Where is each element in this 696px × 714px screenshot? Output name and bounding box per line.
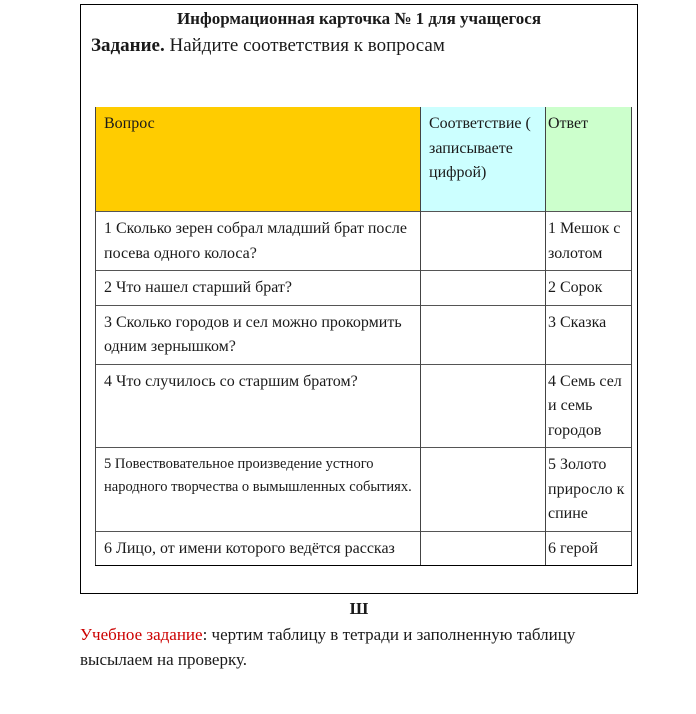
header-question: Вопрос: [96, 107, 421, 212]
correspondence-cell[interactable]: [421, 364, 546, 448]
answer-cell: 2 Сорок: [546, 271, 632, 306]
question-cell: 3 Сколько городов и сел можно прокормить одним зернышком?: [96, 305, 421, 364]
table-row: [96, 448, 632, 532]
answer-cell: 6 герой: [546, 531, 632, 566]
correspondence-cell[interactable]: [421, 305, 546, 364]
correspondence-cell[interactable]: [421, 448, 546, 532]
homework-label: Учебное задание: [80, 625, 203, 644]
question-cell: 1 Сколько зерен собрал младший брат после посева одного колоса?: [96, 212, 421, 271]
table-row: [96, 212, 632, 271]
correspondence-cell[interactable]: [421, 212, 546, 271]
table-row: [96, 305, 632, 364]
question-cell: 6 Лицо, от имени которого ведётся рассказ: [96, 531, 421, 566]
table-header-row: [96, 107, 632, 212]
homework-text: : чертим таблицу в тетради и заполненную таблицу высылаем на проверку.: [80, 625, 576, 669]
question-cell: 4 Что случилось со старшим братом?: [96, 364, 421, 448]
section-mark: Ш: [349, 599, 369, 618]
header-answer: Ответ: [546, 107, 632, 212]
task-text: Найдите соответствия к вопросам: [164, 35, 445, 56]
table-row: [96, 271, 632, 306]
task-line: [91, 34, 445, 58]
correspondence-cell[interactable]: [421, 271, 546, 306]
header-correspondence: Соответствие ( записываете цифрой): [421, 107, 546, 212]
answer-cell: 5 Золото приросло к спине: [546, 448, 632, 532]
matching-table: [95, 107, 632, 566]
question-cell: 5 Повествовательное произведение устного народного творчества о вымышленных событиях.: [96, 448, 421, 532]
answer-cell: 4 Семь сел и семь городов: [546, 364, 632, 448]
correspondence-cell[interactable]: [421, 531, 546, 566]
table-row: [96, 364, 632, 448]
info-card: [80, 4, 638, 594]
card-title: Информационная карточка № 1 для учащегося: [176, 9, 542, 28]
task-label: Задание.: [91, 35, 165, 56]
answer-cell: 3 Сказка: [546, 305, 632, 364]
question-cell: 2 Что нашел старший брат?: [96, 271, 421, 306]
table-row: [96, 531, 632, 566]
answer-cell: 1 Мешок с золотом: [546, 212, 632, 271]
homework-note: [80, 622, 640, 672]
